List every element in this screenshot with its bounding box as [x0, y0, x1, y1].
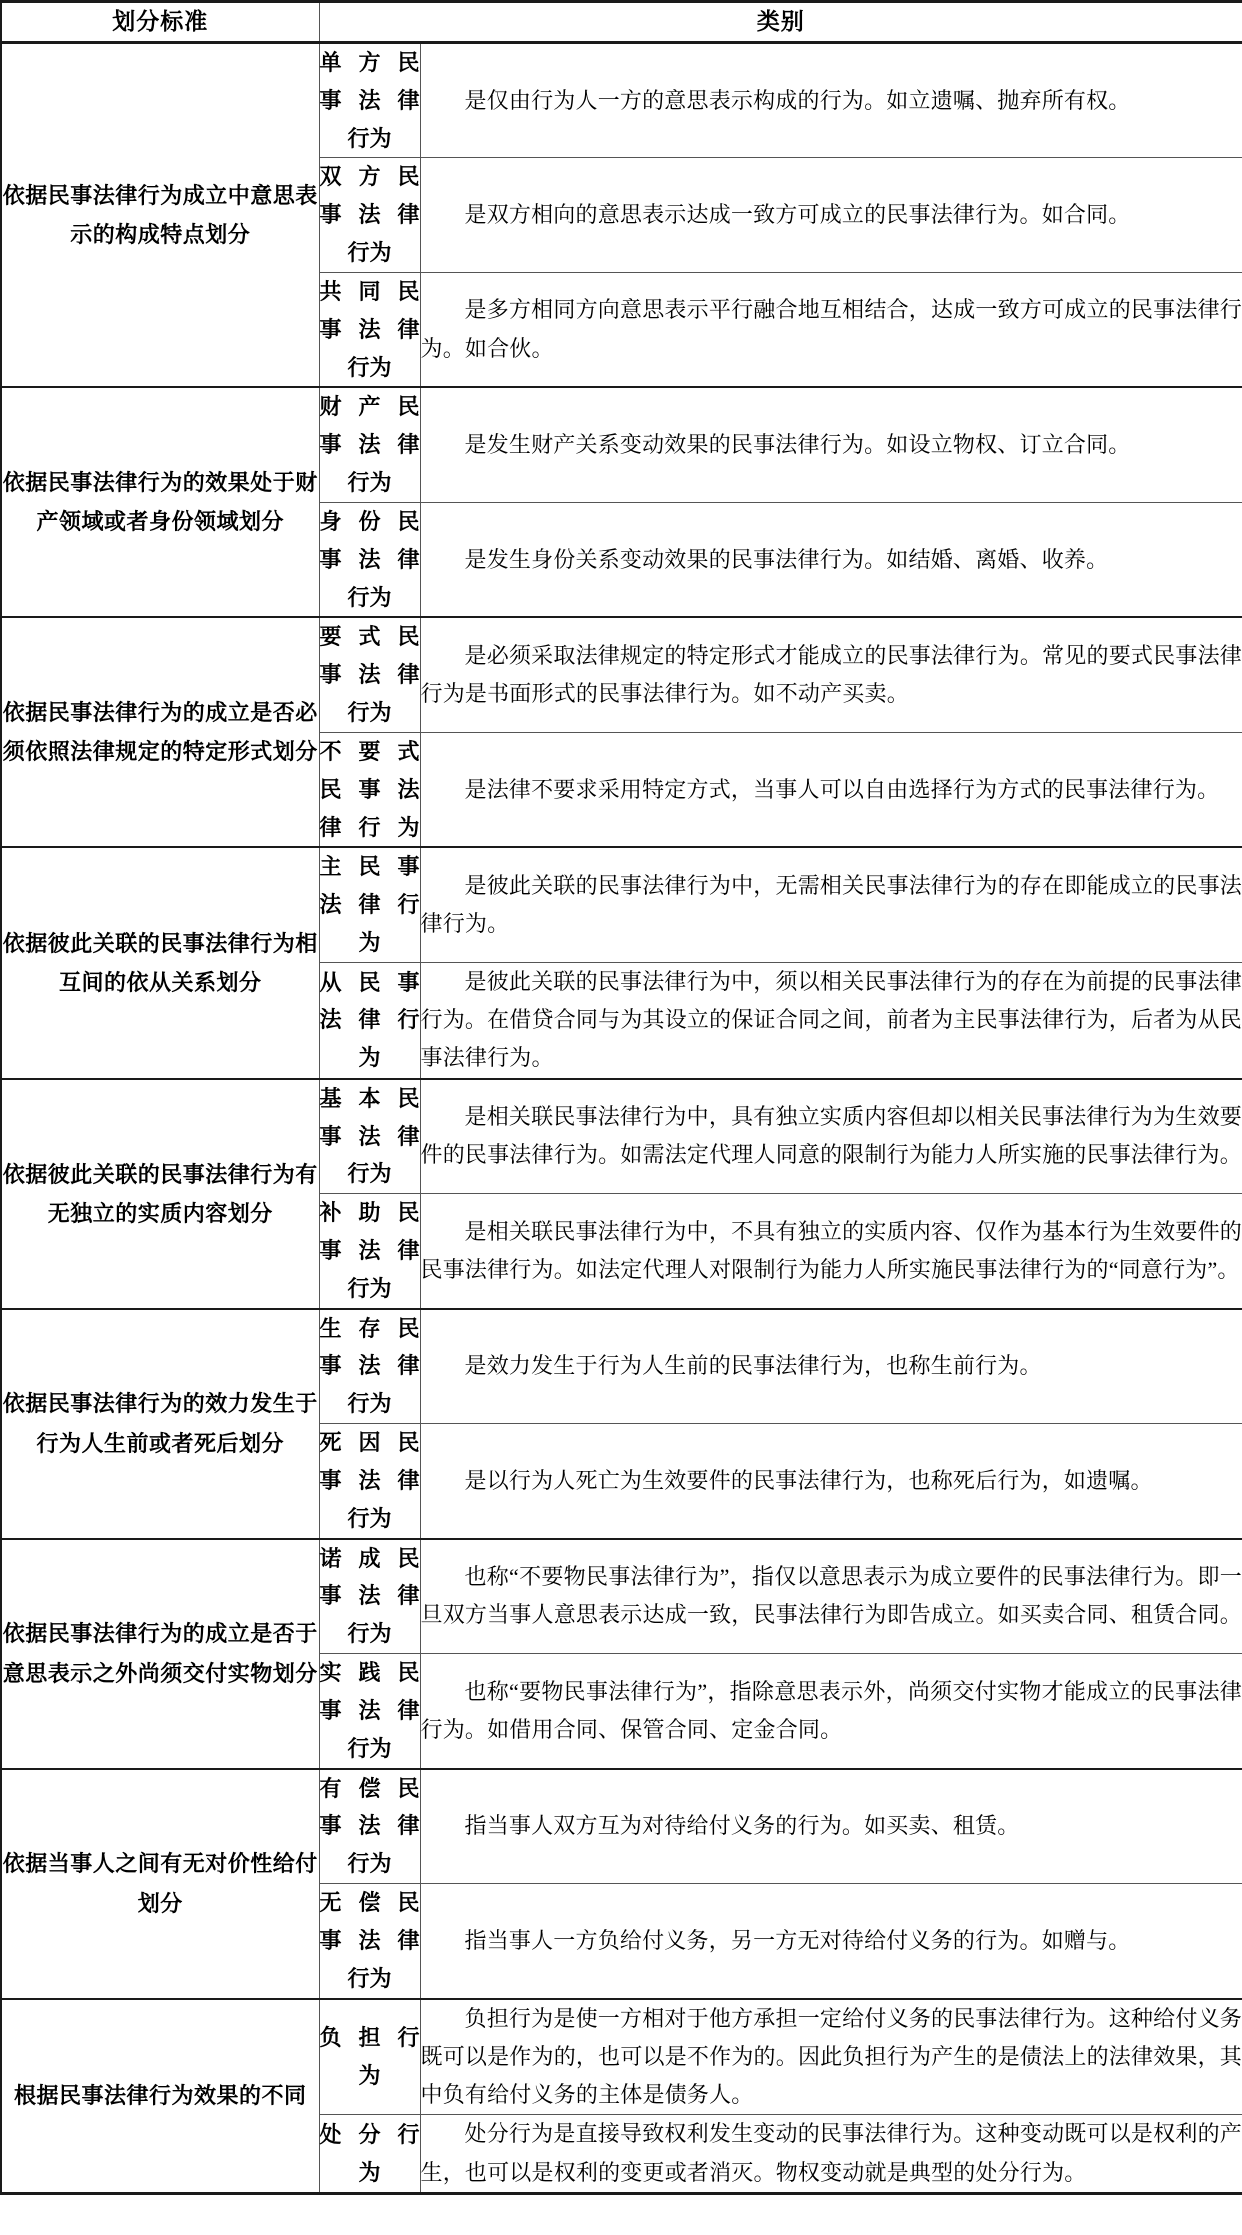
- category-type-line: 事法律: [319, 316, 420, 342]
- category-type-line: 处分行: [319, 2121, 420, 2147]
- category-type-line: 事法律: [319, 546, 420, 572]
- category-description-cell: 是相关联民事法律行为中，具有独立实质内容但却以相关民事法律行为为生效要件的民事法律行为。如需法定代理人同意的限制行为能力人所实施的民事法律行为。: [420, 1079, 1242, 1194]
- category-type-line: 财产民: [319, 394, 420, 420]
- table-row: [1, 1309, 1242, 1424]
- category-type-line: 为: [358, 1045, 381, 1071]
- category-type-line: 共同民: [319, 278, 420, 304]
- category-type-line: 诺成民: [319, 1545, 420, 1571]
- category-type-line: 行为: [347, 240, 392, 266]
- category-type-line: 实践民: [319, 1660, 420, 1686]
- criteria-cell: 依据民事法律行为的成立是否必须依照法律规定的特定形式划分: [1, 617, 319, 847]
- category-type-cell: [319, 502, 420, 617]
- category-description-cell: 是仅由行为人一方的意思表示构成的行为。如立遗嘱、抛弃所有权。: [420, 43, 1242, 158]
- criteria-cell: 依据民事法律行为的效力发生于行为人生前或者死后划分: [1, 1309, 319, 1539]
- category-type-cell: [319, 387, 420, 502]
- category-description-cell: 是发生财产关系变动效果的民事法律行为。如设立物权、订立合同。: [420, 387, 1242, 502]
- category-type-cell: [319, 2115, 420, 2194]
- criteria-cell: 依据彼此关联的民事法律行为有无独立的实质内容划分: [1, 1079, 319, 1309]
- table-row: [1, 1539, 1242, 1654]
- category-type-line: 事法律: [319, 662, 420, 688]
- category-type-line: 行为: [347, 1275, 392, 1301]
- category-type-cell: [319, 43, 420, 158]
- category-type-line: 不要式: [319, 738, 420, 764]
- category-type-line: 法律行: [319, 1007, 420, 1033]
- category-type-cell: [319, 1884, 420, 1999]
- category-type-line: 律行为: [319, 814, 420, 840]
- category-type-line: 事法律: [319, 1583, 420, 1609]
- category-type-line: 无偿民: [319, 1890, 420, 1916]
- category-type-line: 行为: [347, 1851, 392, 1877]
- category-type-line: 死因民: [319, 1430, 420, 1456]
- category-type-line: 事法律: [319, 1467, 420, 1493]
- category-type-line: 要式民: [319, 624, 420, 650]
- category-type-cell: [319, 1654, 420, 1769]
- category-type-line: 事法律: [319, 1813, 420, 1839]
- category-description-cell: 是发生身份关系变动效果的民事法律行为。如结婚、离婚、收养。: [420, 502, 1242, 617]
- criteria-cell: 依据彼此关联的民事法律行为相互间的依从关系划分: [1, 847, 319, 1078]
- table-row: [1, 387, 1242, 502]
- category-type-cell: [319, 1999, 420, 2115]
- column-header-category: 类别: [319, 2, 1242, 43]
- category-type-line: 有偿民: [319, 1775, 420, 1801]
- category-description-cell: 指当事人一方负给付义务，另一方无对待给付义务的行为。如赠与。: [420, 1884, 1242, 1999]
- category-description-cell: 也称“不要物民事法律行为”，指仅以意思表示为成立要件的民事法律行为。即一旦双方当事人意思表示达成一致，民事法律行为即告成立。如买卖合同、租赁合同。: [420, 1539, 1242, 1654]
- category-type-cell: [319, 1769, 420, 1884]
- category-type-line: 事法律: [319, 1697, 420, 1723]
- criteria-cell: 依据民事法律行为成立中意思表示的构成特点划分: [1, 43, 319, 388]
- category-description-cell: 是法律不要求采用特定方式，当事人可以自由选择行为方式的民事法律行为。: [420, 732, 1242, 847]
- category-type-cell: [319, 1424, 420, 1539]
- category-type-line: 行为: [347, 700, 392, 726]
- category-type-line: 主民事: [319, 854, 420, 880]
- category-type-line: 负担行: [319, 2025, 420, 2051]
- column-header-criteria: 划分标准: [1, 2, 319, 43]
- category-type-line: 身份民: [319, 508, 420, 534]
- category-type-line: 民事法: [319, 776, 420, 802]
- category-type-line: 基本民: [319, 1085, 420, 1111]
- category-type-line: 事法律: [319, 432, 420, 458]
- category-type-line: 事法律: [319, 1237, 420, 1263]
- criteria-cell: 根据民事法律行为效果的不同: [1, 1999, 319, 2194]
- category-type-cell: [319, 1309, 420, 1424]
- table-row: [1, 617, 1242, 732]
- category-type-line: 事法律: [319, 1927, 420, 1953]
- table-row: [1, 1079, 1242, 1194]
- category-description-cell: 是彼此关联的民事法律行为中，无需相关民事法律行为的存在即能成立的民事法律行为。: [420, 847, 1242, 962]
- category-type-line: 事法律: [319, 1123, 420, 1149]
- category-type-line: 从民事: [319, 969, 420, 995]
- page-bottom-margin: [0, 2195, 1242, 2235]
- category-type-line: 行为: [347, 1391, 392, 1417]
- category-type-cell: [319, 732, 420, 847]
- category-type-line: 为: [358, 930, 381, 956]
- category-type-cell: [319, 1194, 420, 1309]
- header-row: [1, 2, 1242, 43]
- category-type-line: 行为: [347, 1161, 392, 1187]
- category-type-line: 行为: [347, 1965, 392, 1991]
- category-type-line: 为: [358, 2062, 381, 2088]
- category-type-line: 行为: [347, 470, 392, 496]
- category-description-cell: 是以行为人死亡为生效要件的民事法律行为，也称死后行为，如遗嘱。: [420, 1424, 1242, 1539]
- category-type-cell: [319, 847, 420, 962]
- category-description-cell: 是效力发生于行为人生前的民事法律行为，也称生前行为。: [420, 1309, 1242, 1424]
- criteria-cell: 依据当事人之间有无对价性给付划分: [1, 1769, 319, 1999]
- category-type-line: 双方民: [319, 164, 420, 190]
- category-type-cell: [319, 158, 420, 272]
- category-description-cell: 是多方相同方向意思表示平行融合地互相结合，达成一致方可成立的民事法律行为。如合伙。: [420, 272, 1242, 387]
- category-type-cell: [319, 272, 420, 387]
- category-description-cell: 指当事人双方互为对待给付义务的行为。如买卖、租赁。: [420, 1769, 1242, 1884]
- category-type-cell: [319, 1539, 420, 1654]
- category-type-cell: [319, 1079, 420, 1194]
- category-description-cell: 处分行为是直接导致权利发生变动的民事法律行为。这种变动既可以是权利的产生，也可以是权利的变更或者消灭。物权变动就是典型的处分行为。: [420, 2115, 1242, 2194]
- category-type-line: 事法律: [319, 202, 420, 228]
- table-header: [1, 2, 1242, 43]
- category-description-cell: 是相关联民事法律行为中，不具有独立的实质内容、仅作为基本行为生效要件的民事法律行为。如法定代理人对限制行为能力人所实施民事法律行为的“同意行为”。: [420, 1194, 1242, 1309]
- category-type-line: 行为: [347, 1505, 392, 1531]
- category-type-line: 行为: [347, 125, 392, 151]
- criteria-cell: 依据民事法律行为的效果处于财产领域或者身份领域划分: [1, 387, 319, 617]
- table-row: [1, 43, 1242, 158]
- category-description-cell: 负担行为是使一方相对于他方承担一定给付义务的民事法律行为。这种给付义务既可以是作为的，也可以是不作为的。因此负担行为产生的是债法上的法律效果，其中负有给付义务的主体是债务人。: [420, 1999, 1242, 2115]
- table-row: [1, 847, 1242, 962]
- category-type-line: 行为: [347, 1735, 392, 1761]
- category-type-line: 行为: [347, 584, 392, 610]
- category-type-line: 补助民: [319, 1200, 420, 1226]
- category-type-line: 行为: [347, 354, 392, 380]
- category-type-cell: [319, 617, 420, 732]
- table-row: [1, 1999, 1242, 2115]
- category-type-line: 生存民: [319, 1315, 420, 1341]
- category-description-cell: 是必须采取法律规定的特定形式才能成立的民事法律行为。常见的要式民事法律行为是书面形式的民事法律行为。如不动产买卖。: [420, 617, 1242, 732]
- category-type-cell: [319, 962, 420, 1078]
- category-type-line: 行为: [347, 1621, 392, 1647]
- category-type-line: 法律行: [319, 892, 420, 918]
- table-body: [1, 43, 1242, 2194]
- category-description-cell: 是双方相向的意思表示达成一致方可成立的民事法律行为。如合同。: [420, 158, 1242, 272]
- category-description-cell: 是彼此关联的民事法律行为中，须以相关民事法律行为的存在为前提的民事法律行为。在借贷合同与为其设立的保证合同之间，前者为主民事法律行为，后者为从民事法律行为。: [420, 962, 1242, 1078]
- criteria-cell: 依据民事法律行为的成立是否于意思表示之外尚须交付实物划分: [1, 1539, 319, 1769]
- category-type-line: 为: [358, 2159, 381, 2185]
- table-row: [1, 1769, 1242, 1884]
- category-type-line: 单方民: [319, 50, 420, 75]
- category-description-cell: 也称“要物民事法律行为”，指除意思表示外，尚须交付实物才能成立的民事法律行为。如借用合同、保管合同、定金合同。: [420, 1654, 1242, 1769]
- category-type-line: 事法律: [319, 1353, 420, 1379]
- category-type-line: 事法律: [319, 87, 420, 113]
